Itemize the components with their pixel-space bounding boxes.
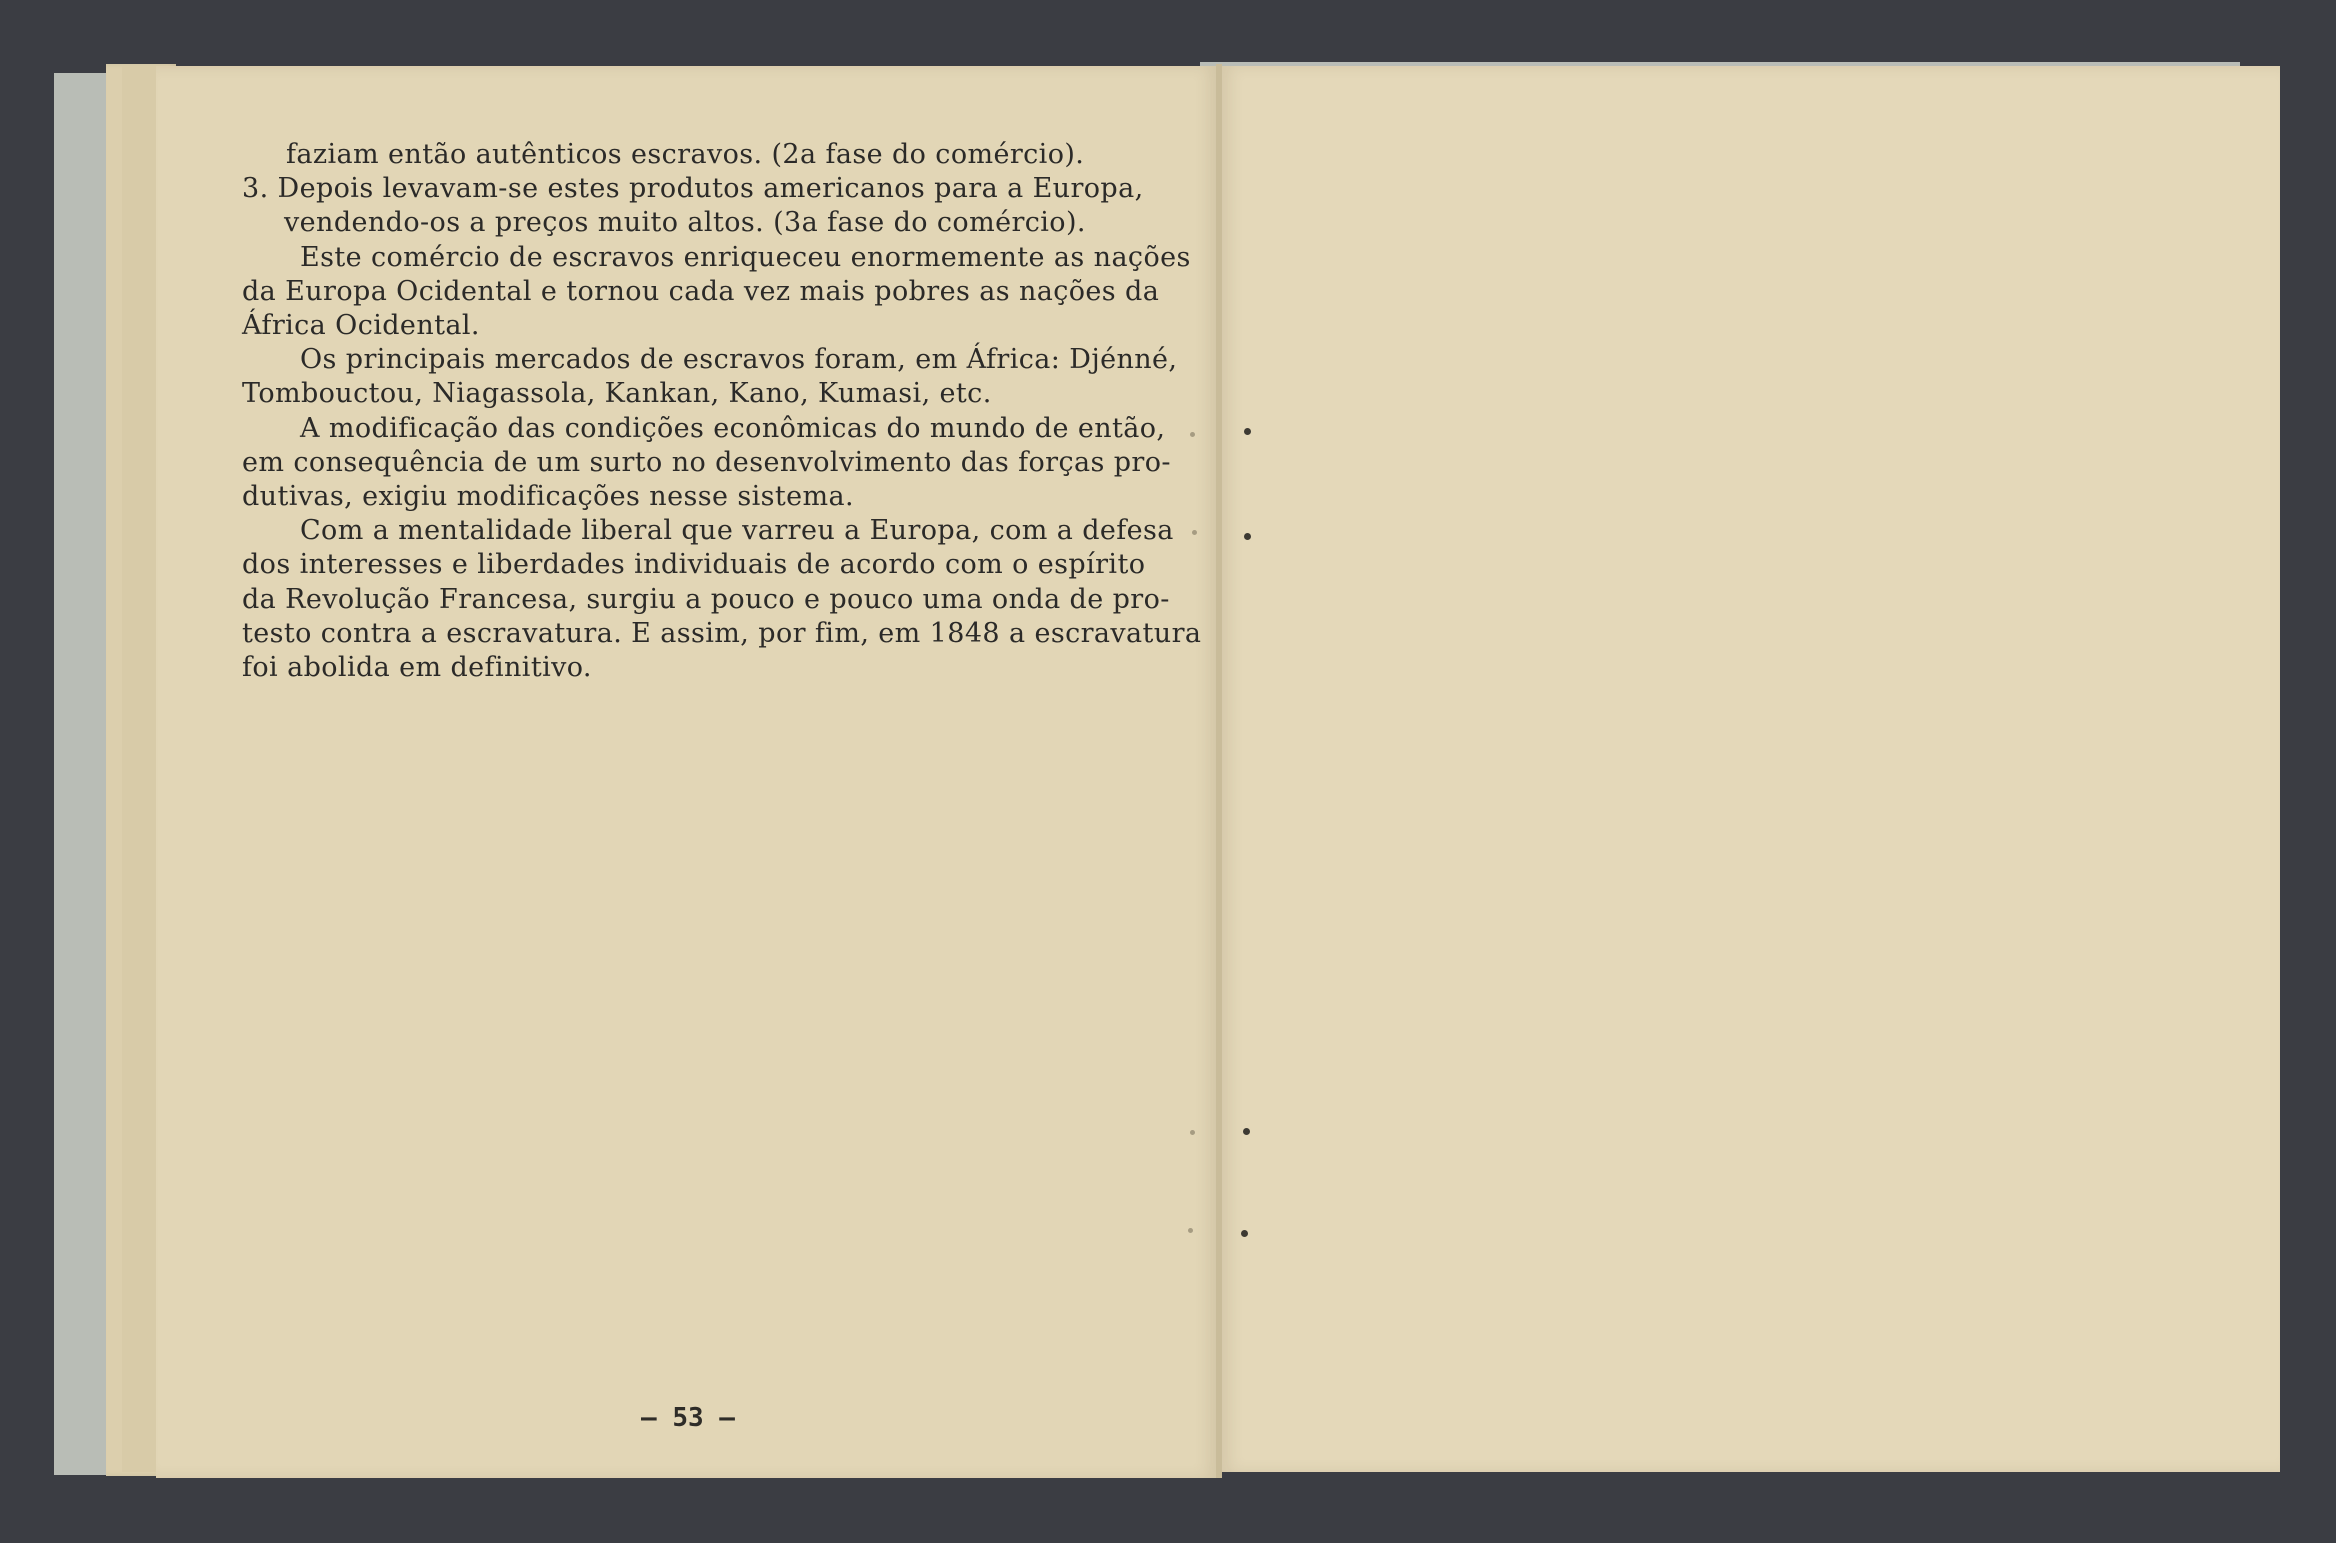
text-line: Tombouctou, Niagassola, Kankan, Kano, Kumasi, etc. bbox=[242, 378, 992, 410]
text-line: da Europa Ocidental e tornou cada vez mais pobres as nações da bbox=[242, 275, 1160, 307]
book-gutter bbox=[1216, 64, 1222, 1478]
stitch-hole bbox=[1244, 533, 1251, 540]
stitch-hole bbox=[1243, 1128, 1250, 1135]
stitch-hole bbox=[1190, 432, 1195, 437]
cover-edge bbox=[54, 73, 114, 1475]
stitch-hole bbox=[1192, 530, 1197, 535]
body-text bbox=[242, 138, 1202, 685]
text-line: Com a mentalidade liberal que varreu a Europa, com a defesa bbox=[300, 515, 1174, 547]
stitch-hole bbox=[1190, 1130, 1195, 1135]
text-line: foi abolida em definitivo. bbox=[242, 652, 592, 684]
page-number: — 53 — bbox=[641, 1403, 735, 1433]
text-line: testo contra a escravatura. E assim, por fim, em 1848 a escravatura bbox=[242, 617, 1202, 649]
text-line: A modificação das condições econômicas do mundo de então, bbox=[300, 412, 1166, 444]
text-line: dutivas, exigiu modificações nesse sistema. bbox=[242, 481, 854, 513]
stitch-hole bbox=[1244, 428, 1251, 435]
right-page bbox=[1220, 66, 2280, 1472]
text-line: vendendo-os a preços muito altos. (3a fase do comércio). bbox=[284, 207, 1086, 239]
text-line: da Revolução Francesa, surgiu a pouco e pouco uma onda de pro- bbox=[242, 583, 1170, 615]
stitch-hole bbox=[1188, 1228, 1193, 1233]
text-line: em consequência de um surto no desenvolvimento das forças pro- bbox=[242, 446, 1171, 478]
text-line: 3. Depois levavam-se estes produtos americanos para a Europa, bbox=[242, 173, 1144, 205]
text-line: Os principais mercados de escravos foram, em África: Djénné, bbox=[300, 344, 1178, 376]
text-line: dos interesses e liberdades individuais de acordo com o espírito bbox=[242, 549, 1146, 581]
text-line: Este comércio de escravos enriqueceu enormemente as nações bbox=[300, 241, 1191, 273]
stitch-hole bbox=[1241, 1230, 1248, 1237]
text-line: África Ocidental. bbox=[242, 310, 480, 342]
text-line: faziam então autênticos escravos. (2a fase do comércio). bbox=[286, 139, 1085, 170]
